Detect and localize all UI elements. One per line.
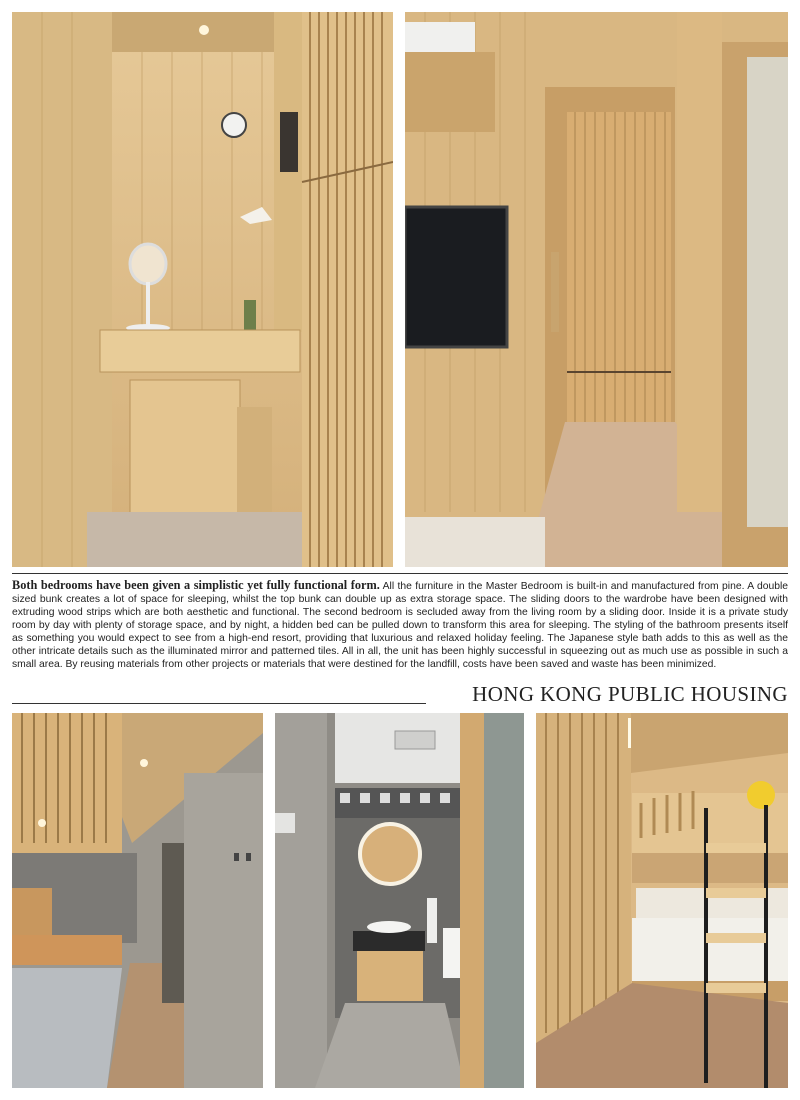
photo-living-room-tv: [405, 12, 788, 567]
article-text: [12, 579, 788, 671]
page-title: HONG KONG PUBLIC HOUSING: [472, 682, 788, 706]
bottom-divider: [12, 703, 426, 704]
photo-study-room: [12, 12, 393, 567]
photo-kitchen-corridor: [12, 713, 263, 1088]
photo-bathroom: [275, 713, 524, 1088]
photo-bunk-bedroom: [536, 713, 788, 1088]
top-divider: [12, 573, 788, 574]
article-lead: Both bedrooms have been given a simplistic yet fully functional form.: [12, 578, 380, 592]
article-body: All the furniture in the Master Bedroom is built-in and manufactured from pine. A double sized bunk creates a lot of space for sleeping, whilst the top bunk can double up as extra storage space. The sliding doors to the wardrobe have been designed with extruding wood strips which are both aesthetic and functional. The second bedroom is secluded away from the living room by a sliding door. Inside it is a private study room by day with plenty of storage space, and by night, a hidden bed can be pulled down to transform this area for sleeping. The styling of the bathroom presents itself as something you would expect to see from a high-end resort, providing that luxurious and relaxed holiday feeling. The Japanese style bath adds to this as well as the other intricate details such as the illuminated mirror and patterned tiles. All in all, the unit has been highly successful in squeezing out as much use as possible in such a small area. By reusing materials from other projects or materials that were destined for the landfill, costs have been saved and waste has been minimized.: [12, 581, 789, 670]
